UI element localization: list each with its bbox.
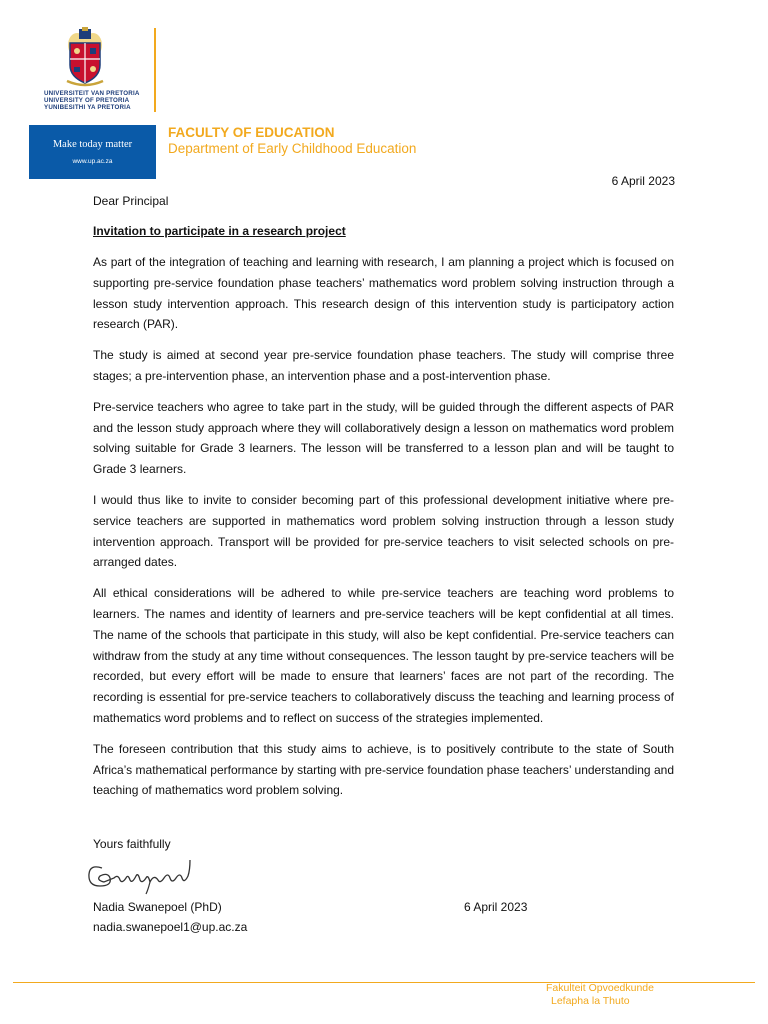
paragraph: The study is aimed at second year pre-service foundation phase teachers. The study will comprise three stages; a pre-intervention phase, an intervention phase and a post-intervention phase.: [93, 348, 674, 383]
subject-line: Invitation to participate in a research project: [93, 224, 346, 238]
letter-body: [93, 252, 674, 811]
slogan-text: Make today matter: [52, 139, 133, 150]
header-divider: [154, 28, 156, 112]
signer-name: Nadia Swanepoel (PhD): [93, 900, 222, 914]
website-text: www.up.ac.za: [72, 158, 113, 165]
university-name-english: UNIVERSITY OF PRETORIA: [44, 97, 130, 104]
paragraph: All ethical considerations will be adhered to while pre-service teachers are teaching word problems to learners. The names and identity of learners and pre-service teachers will be kept confidential at all times. The name of the schools that participate in this study, will also be kept confidential. Pre-service teachers can withdraw from the study at any time without consequences. The lesson taught by pre-service teachers will be recorded, but every effort will be made to ensure that learners’ faces are not part of the recording. The recording is essential for pre-service teachers to collaboratively discuss the teaching and learning process of mathematics word problems and to reflect on success of the strategies implemented.: [93, 586, 674, 725]
letter-date: 6 April 2023: [611, 174, 675, 188]
department-title: Department of Early Childhood Education: [168, 141, 417, 156]
footer-faculty-afrikaans: Fakulteit Opvoedkunde: [546, 982, 654, 994]
footer-faculty-sepedi: Lefapha la Thuto: [551, 995, 630, 1007]
closing: Yours faithfully: [93, 837, 171, 851]
signer-email: nadia.swanepoel1@up.ac.za: [93, 920, 248, 934]
signature-date: 6 April 2023: [464, 900, 528, 914]
faculty-title: FACULTY OF EDUCATION: [168, 125, 335, 140]
paragraph: I would thus like to invite to consider becoming part of this professional development initiative where pre-service teachers are supported in mathematics word problem solving instruction through a lesson study intervention approach. Transport will be provided for pre-service teachers to visit selected schools on pre-arranged dates.: [93, 492, 674, 570]
slogan-box: [29, 125, 156, 179]
university-name-sepedi: YUNIBESITHI YA PRETORIA: [44, 104, 131, 111]
handwritten-signature: [84, 856, 199, 896]
paragraph: The foreseen contribution that this study aims to achieve, is to positively contribute to the state of South Africa’s mathematical performance by starting with pre-service foundation phase teachers’ understanding and teaching of mathematics word problem solving.: [93, 741, 674, 798]
university-crest-icon: [55, 27, 115, 91]
salutation: Dear Principal: [93, 194, 169, 208]
university-names: [44, 90, 144, 111]
paragraph: Pre-service teachers who agree to take part in the study, will be guided through the different aspects of PAR and the lesson study approach where they will collaboratively design a lesson on mathematics word problem solving suitable for Grade 3 learners. The lesson will be transferred to a lesson plan and will be taught to Grade 3 learners.: [93, 399, 674, 477]
paragraph: As part of the integration of teaching and learning with research, I am planning a project which is focused on supporting pre-service foundation phase teachers’ mathematics word problem solving instruction through a lesson study intervention approach. This research design of this intervention study is participatory action research (PAR).: [93, 255, 674, 332]
university-name-afrikaans: UNIVERSITEIT VAN PRETORIA: [44, 90, 140, 97]
